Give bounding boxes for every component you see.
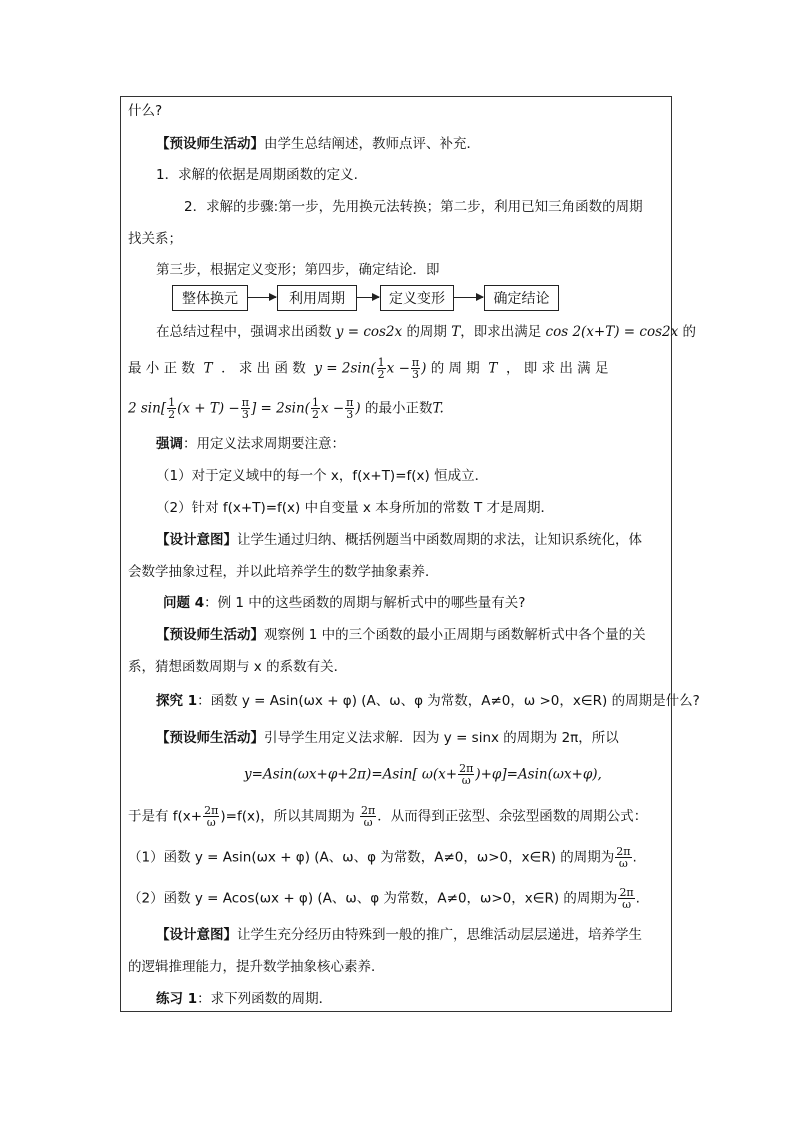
- section-tag: 问题 4: [163, 595, 205, 611]
- flow-box-3: 定义变形: [380, 285, 454, 311]
- section-tag: 【预设师生活动】: [156, 730, 264, 746]
- section-tag: 【预设师生活动】: [156, 136, 264, 152]
- fraction: $\frac{1}{2}$: [168, 396, 176, 421]
- text-line: （1）对于定义域中的每一个 x，f(x+T)=f(x) 恒成立．: [156, 468, 489, 484]
- flow-box-1: 整体换元: [172, 285, 248, 311]
- text-line: 1．求解的依据是周期函数的定义.: [156, 167, 358, 183]
- section-tag: 【设计意图】: [156, 532, 237, 548]
- section-tag: 【预设师生活动】: [156, 627, 264, 643]
- section-tag: 【设计意图】: [156, 927, 237, 943]
- text-line: 的逻辑推理能力，提升数学抽象核心素养．: [128, 959, 385, 975]
- text-line: 问题 4：例 1 中的这些函数的周期与解析式中的哪些量有关?: [163, 595, 526, 611]
- text-line: （2）针对 f(x+T)=f(x) 中自变量 x 本身所加的常数 T 才是周期．: [156, 500, 554, 516]
- flow-box-4: 确定结论: [484, 285, 559, 311]
- text-line: 【设计意图】让学生充分经历由特殊到一般的推广，思维活动层层递进，培养学生: [156, 927, 642, 943]
- text-line: 强调：用定义法求周期要注意：: [156, 436, 345, 452]
- flow-arrow: [454, 297, 483, 298]
- content-frame: [120, 96, 672, 1012]
- section-tag: 强调: [156, 436, 183, 452]
- fraction: $\frac{1}{2}$: [377, 356, 385, 381]
- text-line: 【预设师生活动】由学生总结阐述，教师点评、补充．: [156, 136, 480, 152]
- flow-arrow: [248, 297, 276, 298]
- text-line: 第三步，根据定义变形；第四步，确定结论．即: [156, 262, 440, 278]
- section-tag: 练习 1: [156, 991, 198, 1007]
- text-line: 练习 1：求下列函数的周期．: [156, 991, 333, 1007]
- text-line: 于是有 f(x+ $\frac{2\pi}{\omega}$ )=f(x)，所以其周期为 $\frac{2\pi}{\omega}$ ．从而得到正弦型、余弦型函数的周期公式：: [128, 804, 648, 829]
- text-line: 【设计意图】让学生通过归纳、概括例题当中函数周期的求法，让知识系统化，体: [156, 532, 642, 548]
- text-line: 【预设师生活动】引导学生用定义法求解．因为 y = sinx 的周期为 2π，所以: [156, 730, 619, 746]
- text-line: 在总结过程中，强调求出函数 y = cos2x 的周期 T，即求出满足 cos 2(x+T) = cos2x 的: [156, 324, 697, 340]
- fraction: $\frac{1}{2}$: [311, 396, 319, 421]
- text-line: 会数学抽象过程，并以此培养学生的数学抽象素养．: [128, 564, 439, 580]
- fraction: $\frac{2\pi}{\omega}$: [616, 845, 631, 870]
- fraction: $\frac{2\pi}{\omega}$: [361, 804, 376, 829]
- text-line: 最 小 正 数 T ． 求 出 函 数 y = 2sin( $\frac{1}{2}$ x − $\frac{\pi}{3}$ ) 的 周 期 T ， 即 求 出 满 足: [128, 356, 609, 381]
- fraction: $\frac{2\pi}{\omega}$: [459, 762, 474, 787]
- text-line: 2．求解的步骤:第一步，先用换元法转换；第二步，利用已知三角函数的周期: [184, 199, 643, 215]
- section-tag: 探究 1: [156, 693, 198, 709]
- fraction: $\frac{\pi}{3}$: [346, 396, 354, 421]
- flow-arrow: [357, 297, 379, 298]
- text-line: 探究 1：函数 y = Asin(ωx + φ) (A、ω、φ 为常数，A≠0，ω >0，x∈R) 的周期是什么?: [156, 693, 700, 709]
- text-line: 【预设师生活动】观察例 1 中的三个函数的最小正周期与函数解析式中各个量的关: [156, 627, 646, 643]
- fraction: $\frac{2\pi}{\omega}$: [204, 804, 219, 829]
- text-line: 2 sin[ $\frac{1}{2}$ (x + T) − $\frac{\pi}{3}$ ] = 2sin( $\frac{1}{2}$ x − $\frac{\pi}{3}$ ) 的最小正数T.: [128, 396, 444, 421]
- text-line: （2）函数 y = Acos(ωx + φ) (A、ω、φ 为常数，A≠0，ω>0，x∈R) 的周期为 $\frac{2\pi}{\omega}$ .: [128, 886, 640, 911]
- text-line: （1）函数 y = Asin(ωx + φ) (A、ω、φ 为常数，A≠0，ω>0，x∈R) 的周期为 $\frac{2\pi}{\omega}$ .: [128, 845, 637, 870]
- fraction: $\frac{2\pi}{\omega}$: [619, 886, 634, 911]
- text-line: 系，猜想函数周期与 x 的系数有关．: [128, 659, 348, 675]
- text-line: 找关系；: [128, 231, 182, 247]
- text-line: 什么?: [128, 103, 163, 119]
- fraction: $\frac{\pi}{3}$: [241, 396, 249, 421]
- flow-box-2: 利用周期: [277, 285, 357, 311]
- formula-line: y=Asin(ωx+φ+2π)=Asin[ ω(x+ $\frac{2\pi}{\omega}$ )+φ]=Asin(ωx+φ),: [244, 762, 602, 787]
- fraction: $\frac{\pi}{3}$: [411, 356, 420, 381]
